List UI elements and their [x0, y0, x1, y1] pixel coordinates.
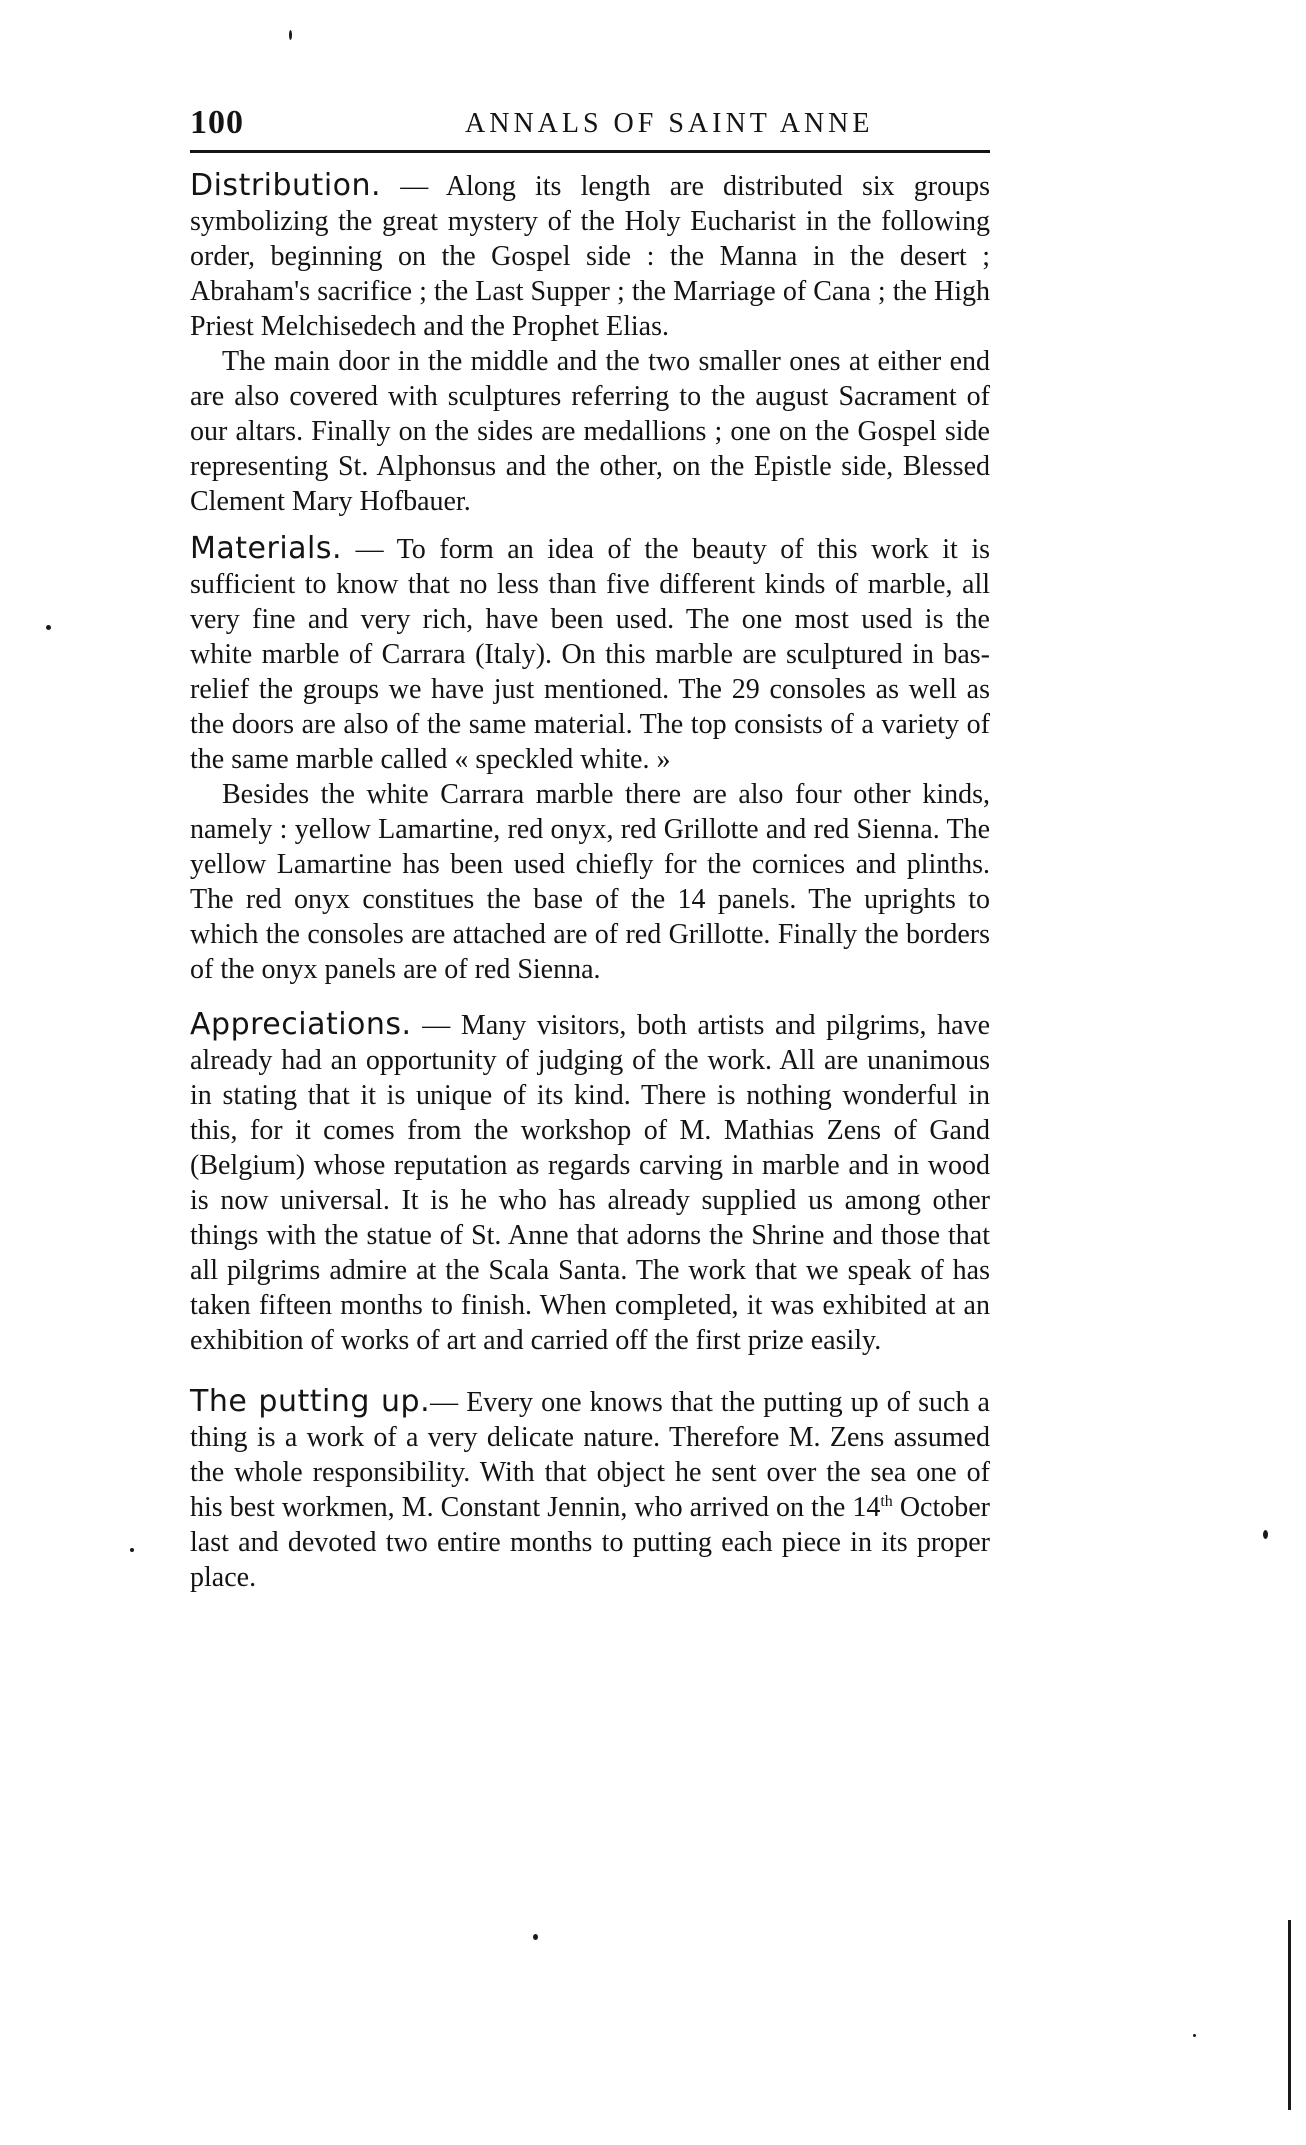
running-title: ANNALS OF SAINT ANNE: [465, 108, 874, 139]
materials-paragraph: [190, 531, 990, 777]
materials-text-2: Besides the white Carrara marble there are also four other kinds, namely : yellow Lamartine, red onyx, red Grillotte and red Sienna. The yellow Lamartine has been used chiefly for the cornices and plinths. The red onyx constitues the base of the 14 panels. The uprights to which the consoles are attached are of red Grillotte. Finally the borders of the onyx panels are of red Sienna.: [190, 779, 990, 985]
scan-speck: [130, 1548, 134, 1552]
scan-speck: [46, 625, 51, 630]
section-heading-putting-up: The putting up.: [190, 1384, 431, 1419]
putting-up-date-number: 14: [852, 1492, 881, 1523]
appreciations-text: — Many visitors, both artists and pilgrims, have already had an opportunity of judging of the work. All are unanimous in stating that it is unique of its kind. There is nothing wonderful in this, for it comes from the workshop of M. Mathias Zens of Gand (Belgium) whose reputation as regards carving in marble and in wood is now universal. It is he who has already supplied us among other things with the statue of St. Anne that adorns the Shrine and those that all pilgrims admire at the Scala Santa. The work that we speak of has taken fifteen months to finish. When completed, it was exhibited at an exhibition of works of art and carried off the first prize easily.: [190, 1010, 990, 1356]
scan-speck: [533, 1934, 538, 1940]
header-rule: [190, 150, 990, 153]
scan-speck: [1263, 1530, 1268, 1539]
putting-up-paragraph: [190, 1384, 990, 1595]
section-heading-distribution: Distribution.: [190, 168, 382, 203]
distribution-text-2: The main door in the middle and the two smaller ones at either end are also covered with sculptures referring to the august Sacrament of our altars. Finally on the sides are medallions ; one on the Gospel side representing St. Alphonsus and the other, on the Epistle side, Blessed Clement Mary Hofbauer.: [190, 346, 990, 517]
distribution-paragraph: [190, 168, 990, 344]
section-heading-materials: Materials.: [190, 531, 343, 566]
page-number: 100: [190, 104, 244, 141]
scan-speck: [289, 30, 292, 40]
putting-up-text-end: October last and devoted two entire months to putting each piece in its proper place.: [190, 1492, 990, 1593]
materials-text: — To form an idea of the beauty of this work it is sufficient to know that no less than five different kinds of marble, all very fine and very rich, have been used. The one most used is the white marble of Carrara (Italy). On this marble are sculptured in bas-relief the groups we have just mentioned. The 29 consoles as well as the doors are also of the same material. The top consists of a variety of the same marble called « speckled white. »: [190, 534, 990, 775]
section-heading-appreciations: Appreciations.: [190, 1007, 412, 1042]
putting-up-text: — Every one knows that the putting up of such a thing is a work of a very delicate nature. Therefore M. Zens assumed the whole responsibility. With that object he sent over the sea one of his best workmen, M. Constant Jennin, who arrived on the: [190, 1387, 990, 1523]
distribution-text: — Along its length are distributed six groups symbolizing the great mystery of the Holy Eucharist in the following order, beginning on the Gospel side : the Manna in the desert ; Abraham's sacrifice ; the Last Supper ; the Marriage of Cana ; the High Priest Melchisedech and the Prophet Elias.: [190, 171, 990, 342]
materials-paragraph-2: [190, 777, 990, 987]
putting-up-date-suffix: th: [880, 1493, 893, 1510]
distribution-paragraph-2: [190, 344, 990, 519]
running-header: [190, 104, 990, 150]
scan-edge-line: [1288, 1920, 1291, 2110]
scan-speck: [1193, 2034, 1196, 2037]
appreciations-paragraph: [190, 1007, 990, 1358]
page-body: [190, 168, 990, 1595]
